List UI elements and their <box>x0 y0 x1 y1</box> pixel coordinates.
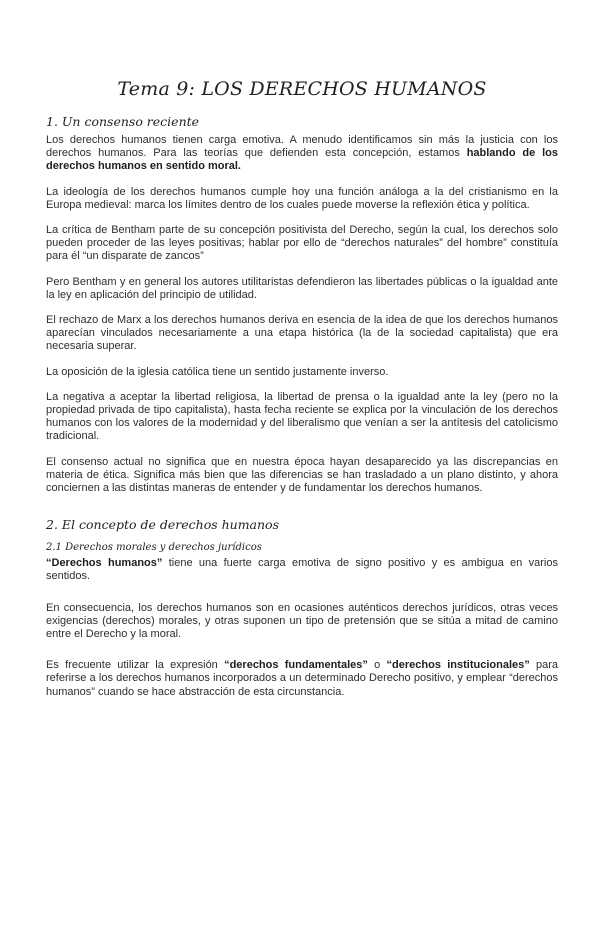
paragraph: La crítica de Bentham parte de su concepción positivista del Derecho, según la cual, los derechos solo pueden proceder de las leyes positivas; hablar por ello de “derechos naturales” del hombre” constituía para él “un disparate de zancos” <box>46 224 558 263</box>
document-page <box>0 78 600 926</box>
section-2-heading: 2. El concepto de derechos humanos <box>46 517 280 533</box>
section-1-heading: 1. Un consenso reciente <box>46 114 200 129</box>
paragraph: Es frecuente utilizar la expresión “derechos fundamentales” o “derechos institucionales” para referirse a los derechos humanos incorporados a un determinado Derecho positivo, y emplear “derechos humanos” cuando se hace abstracción de esta circunstancia. <box>46 659 559 698</box>
paragraph: El consenso actual no significa que en nuestra época hayan desaparecido ya las discrepancias en materia de ética. Significa más bien que las diferencias se han trasladado a un plano distinto, y ahora conciernen a las distintas maneras de entender y de fundamentar los derechos humanos. <box>46 455 558 495</box>
paragraph: En consecuencia, los derechos humanos son en ocasiones auténticos derechos jurídicos, otras veces exigencias (derechos) morales, y otras suponen un tipo de pretensión que se sitúa a mitad de camino entre el Derecho y la moral. <box>46 601 558 641</box>
paragraph: Los derechos humanos tienen carga emotiva. A menudo identificamos sin más la justicia con los derechos humanos. Para las teorías que defienden esta concepción, estamos hablando de los derechos humanos en sentido moral. <box>46 134 558 173</box>
paragraph: La negativa a aceptar la libertad religiosa, la libertad de prensa o la igualdad ante la ley (pero no la propiedad privada de tipo capitalista), hasta fecha reciente se explica por la vinculación de los derechos humanos con los valores de la modernidad y del liberalismo que venían a ser la antítesis del catolicismo tradicional. <box>46 390 558 443</box>
bold-text: “derechos fundamentales” <box>224 659 368 672</box>
page-title: Tema 9: LOS DERECHOS HUMANOS <box>117 78 487 100</box>
paragraph: El rechazo de Marx a los derechos humanos deriva en esencia de la idea de que los derechos humanos aparecían vinculados necesariamente a una etapa histórica (la de la sociedad capitalista) que era necesaria superar. <box>46 314 558 353</box>
bold-text: “Derechos humanos” <box>46 557 163 570</box>
paragraph: Pero Bentham y en general los autores utilitaristas defendieron las libertades públicas o la igualdad ante la ley en aplicación del principio de utilidad. <box>46 275 558 301</box>
subsection-2-1-heading: 2.1 Derechos morales y derechos jurídicos <box>46 542 262 554</box>
paragraph: La ideología de los derechos humanos cumple hoy una función análoga a la del cristianismo en la Europa medieval: marca los límites dentro de los cuales puede moverse la reflexión ética y política. <box>46 185 558 211</box>
bold-text: hablando de los derechos humanos en sentido moral. <box>46 147 558 173</box>
bold-text: “derechos institucionales” <box>386 659 530 672</box>
paragraph: “Derechos humanos” tiene una fuerte carga emotiva de signo positivo y es ambigua en varios sentidos. <box>46 557 558 583</box>
paragraph: La oposición de la iglesia católica tiene un sentido justamente inverso. <box>46 365 389 378</box>
